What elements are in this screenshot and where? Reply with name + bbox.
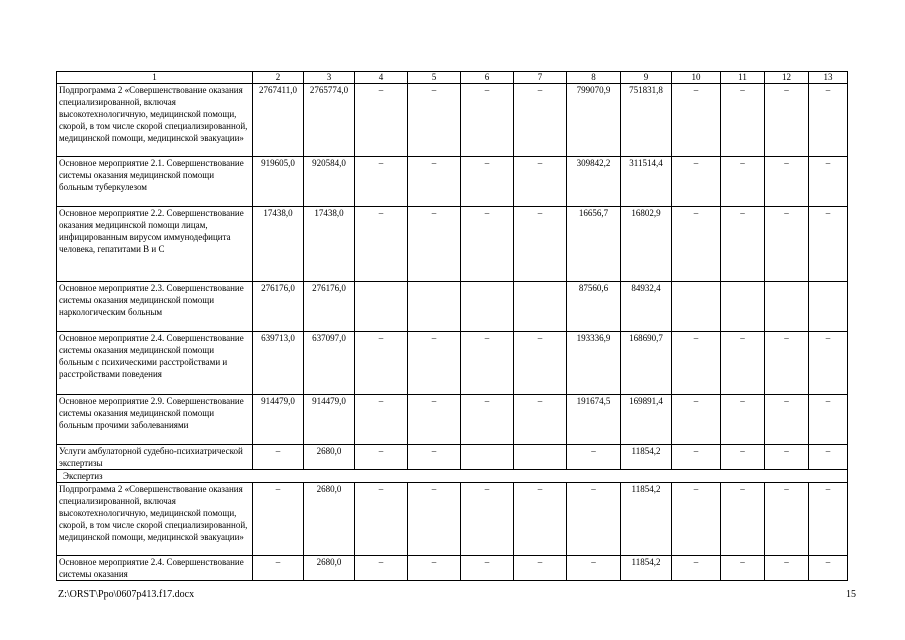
value-cell: – — [721, 84, 765, 157]
value-cell: – — [567, 445, 621, 470]
table-row — [57, 395, 848, 445]
value-cell: – — [765, 556, 809, 581]
row-label-cell: Подпрограмма 2 «Совершенствование оказания специализированной, включая высокотехнологичную, медицинской помощи, скорой, в том числе скорой специализированной, медицинской помощи, медицинской эвакуации» — [57, 483, 253, 556]
value-cell — [514, 445, 567, 470]
value-cell: 191674,5 — [567, 395, 621, 445]
value-cell: – — [514, 157, 567, 207]
header-cell: 13 — [809, 72, 848, 84]
value-cell: 2680,0 — [304, 483, 355, 556]
header-cell: 10 — [672, 72, 721, 84]
row-label-cell: Основное мероприятие 2.4. Совершенствование системы оказания медицинской помощи больным с психическими расстройствами и расстройствами поведения — [57, 332, 253, 395]
value-cell: – — [355, 445, 408, 470]
value-cell: – — [721, 157, 765, 207]
value-cell: – — [355, 395, 408, 445]
value-cell: 276176,0 — [253, 282, 304, 332]
value-cell — [408, 282, 461, 332]
value-cell — [809, 282, 848, 332]
value-cell: – — [809, 556, 848, 581]
value-cell: – — [721, 556, 765, 581]
value-cell: – — [514, 207, 567, 282]
value-cell — [721, 282, 765, 332]
value-cell: – — [355, 157, 408, 207]
value-cell: – — [355, 84, 408, 157]
header-cell: 9 — [621, 72, 672, 84]
value-cell: – — [809, 332, 848, 395]
value-cell: – — [721, 207, 765, 282]
value-cell: – — [514, 483, 567, 556]
value-cell: – — [461, 483, 514, 556]
value-cell: – — [765, 207, 809, 282]
value-cell — [355, 282, 408, 332]
value-cell: 799070,9 — [567, 84, 621, 157]
header-cell: 4 — [355, 72, 408, 84]
value-cell: – — [672, 445, 721, 470]
value-cell: 751831,8 — [621, 84, 672, 157]
row-label-cell: Основное мероприятие 2.1. Совершенствование системы оказания медицинской помощи больным туберкулезом — [57, 157, 253, 207]
value-cell: 87560,6 — [567, 282, 621, 332]
value-cell: – — [408, 157, 461, 207]
value-cell: – — [355, 332, 408, 395]
table-row — [57, 445, 848, 470]
value-cell: 16656,7 — [567, 207, 621, 282]
row-label-cell: Основное мероприятие 2.3. Совершенствование системы оказания медицинской помощи наркологическим больным — [57, 282, 253, 332]
value-cell: – — [672, 483, 721, 556]
value-cell: 16802,9 — [621, 207, 672, 282]
value-cell: 17438,0 — [253, 207, 304, 282]
value-cell: 168690,7 — [621, 332, 672, 395]
value-cell: – — [765, 445, 809, 470]
value-cell: – — [765, 84, 809, 157]
header-cell: 3 — [304, 72, 355, 84]
value-cell: – — [461, 157, 514, 207]
value-cell: – — [461, 207, 514, 282]
header-row — [57, 72, 848, 84]
value-cell — [461, 445, 514, 470]
value-cell: – — [408, 445, 461, 470]
value-cell: 920584,0 — [304, 157, 355, 207]
value-cell: 2767411,0 — [253, 84, 304, 157]
header-cell: 5 — [408, 72, 461, 84]
value-cell: – — [809, 84, 848, 157]
value-cell: 2680,0 — [304, 445, 355, 470]
value-cell — [672, 282, 721, 332]
value-cell: – — [672, 84, 721, 157]
value-cell — [514, 282, 567, 332]
value-cell: 11854,2 — [621, 556, 672, 581]
value-cell: – — [672, 207, 721, 282]
table-row — [57, 157, 848, 207]
section-label: Экспертиз — [57, 470, 848, 483]
value-cell: 639713,0 — [253, 332, 304, 395]
value-cell: – — [461, 556, 514, 581]
data-table — [56, 71, 848, 581]
value-cell: – — [672, 395, 721, 445]
row-label-cell: Услуги амбулаторной судебно-психиатрической экспертизы — [57, 445, 253, 470]
value-cell: – — [408, 483, 461, 556]
value-cell: – — [408, 84, 461, 157]
table-row — [57, 84, 848, 157]
value-cell: – — [408, 207, 461, 282]
value-cell: – — [514, 556, 567, 581]
value-cell: – — [253, 483, 304, 556]
value-cell: 914479,0 — [304, 395, 355, 445]
value-cell: – — [809, 207, 848, 282]
value-cell: 311514,4 — [621, 157, 672, 207]
footer-file-path: Z:\ORST\Ppo\0607p413.f17.docx — [58, 589, 195, 600]
value-cell: – — [809, 157, 848, 207]
row-label-cell: Подпрограмма 2 «Совершенствование оказания специализированной, включая высокотехнологичную, медицинской помощи, скорой, в том числе скорой специализированной, медицинской помощи, медицинской эвакуации» — [57, 84, 253, 157]
value-cell: 84932,4 — [621, 282, 672, 332]
value-cell: – — [461, 332, 514, 395]
value-cell: – — [567, 483, 621, 556]
value-cell: 2765774,0 — [304, 84, 355, 157]
header-cell: 1 — [57, 72, 253, 84]
value-cell: – — [721, 445, 765, 470]
table-row — [57, 556, 848, 581]
table-row — [57, 207, 848, 282]
value-cell: – — [461, 84, 514, 157]
header-cell: 12 — [765, 72, 809, 84]
value-cell: 11854,2 — [621, 483, 672, 556]
value-cell: 11854,2 — [621, 445, 672, 470]
page-number: 15 — [846, 589, 856, 600]
value-cell: 919605,0 — [253, 157, 304, 207]
value-cell: – — [567, 556, 621, 581]
table-row — [57, 282, 848, 332]
value-cell: – — [765, 483, 809, 556]
value-cell: 914479,0 — [253, 395, 304, 445]
value-cell: – — [672, 332, 721, 395]
value-cell: 2680,0 — [304, 556, 355, 581]
value-cell: – — [408, 395, 461, 445]
value-cell: – — [809, 445, 848, 470]
value-cell: – — [721, 332, 765, 395]
value-cell — [461, 282, 514, 332]
value-cell: – — [721, 395, 765, 445]
value-cell: – — [514, 395, 567, 445]
value-cell: 169891,4 — [621, 395, 672, 445]
value-cell: – — [809, 395, 848, 445]
header-cell: 11 — [721, 72, 765, 84]
value-cell: – — [809, 483, 848, 556]
value-cell: – — [765, 395, 809, 445]
value-cell: 193336,9 — [567, 332, 621, 395]
value-cell: – — [461, 395, 514, 445]
value-cell: 637097,0 — [304, 332, 355, 395]
value-cell: – — [355, 207, 408, 282]
value-cell: – — [514, 332, 567, 395]
value-cell: – — [253, 556, 304, 581]
table-row — [57, 332, 848, 395]
value-cell: – — [408, 556, 461, 581]
row-label-cell: Основное мероприятие 2.4. Совершенствование системы оказания — [57, 556, 253, 581]
row-label-cell: Основное мероприятие 2.2. Совершенствование оказания медицинской помощи лицам, инфицированным вирусом иммунодефицита человека, гепатитами В и С — [57, 207, 253, 282]
value-cell: – — [672, 157, 721, 207]
value-cell: – — [765, 157, 809, 207]
table-row — [57, 470, 848, 483]
header-cell: 2 — [253, 72, 304, 84]
value-cell: – — [672, 556, 721, 581]
value-cell: – — [514, 84, 567, 157]
value-cell — [765, 282, 809, 332]
value-cell: – — [355, 483, 408, 556]
header-cell: 8 — [567, 72, 621, 84]
value-cell: 17438,0 — [304, 207, 355, 282]
value-cell: – — [253, 445, 304, 470]
table-row — [57, 483, 848, 556]
row-label-cell: Основное мероприятие 2.9. Совершенствование системы оказания медицинской помощи больным прочими заболеваниями — [57, 395, 253, 445]
header-cell: 6 — [461, 72, 514, 84]
header-cell: 7 — [514, 72, 567, 84]
value-cell: 309842,2 — [567, 157, 621, 207]
value-cell: – — [721, 483, 765, 556]
value-cell: – — [355, 556, 408, 581]
value-cell: – — [408, 332, 461, 395]
value-cell: 276176,0 — [304, 282, 355, 332]
value-cell: – — [765, 332, 809, 395]
